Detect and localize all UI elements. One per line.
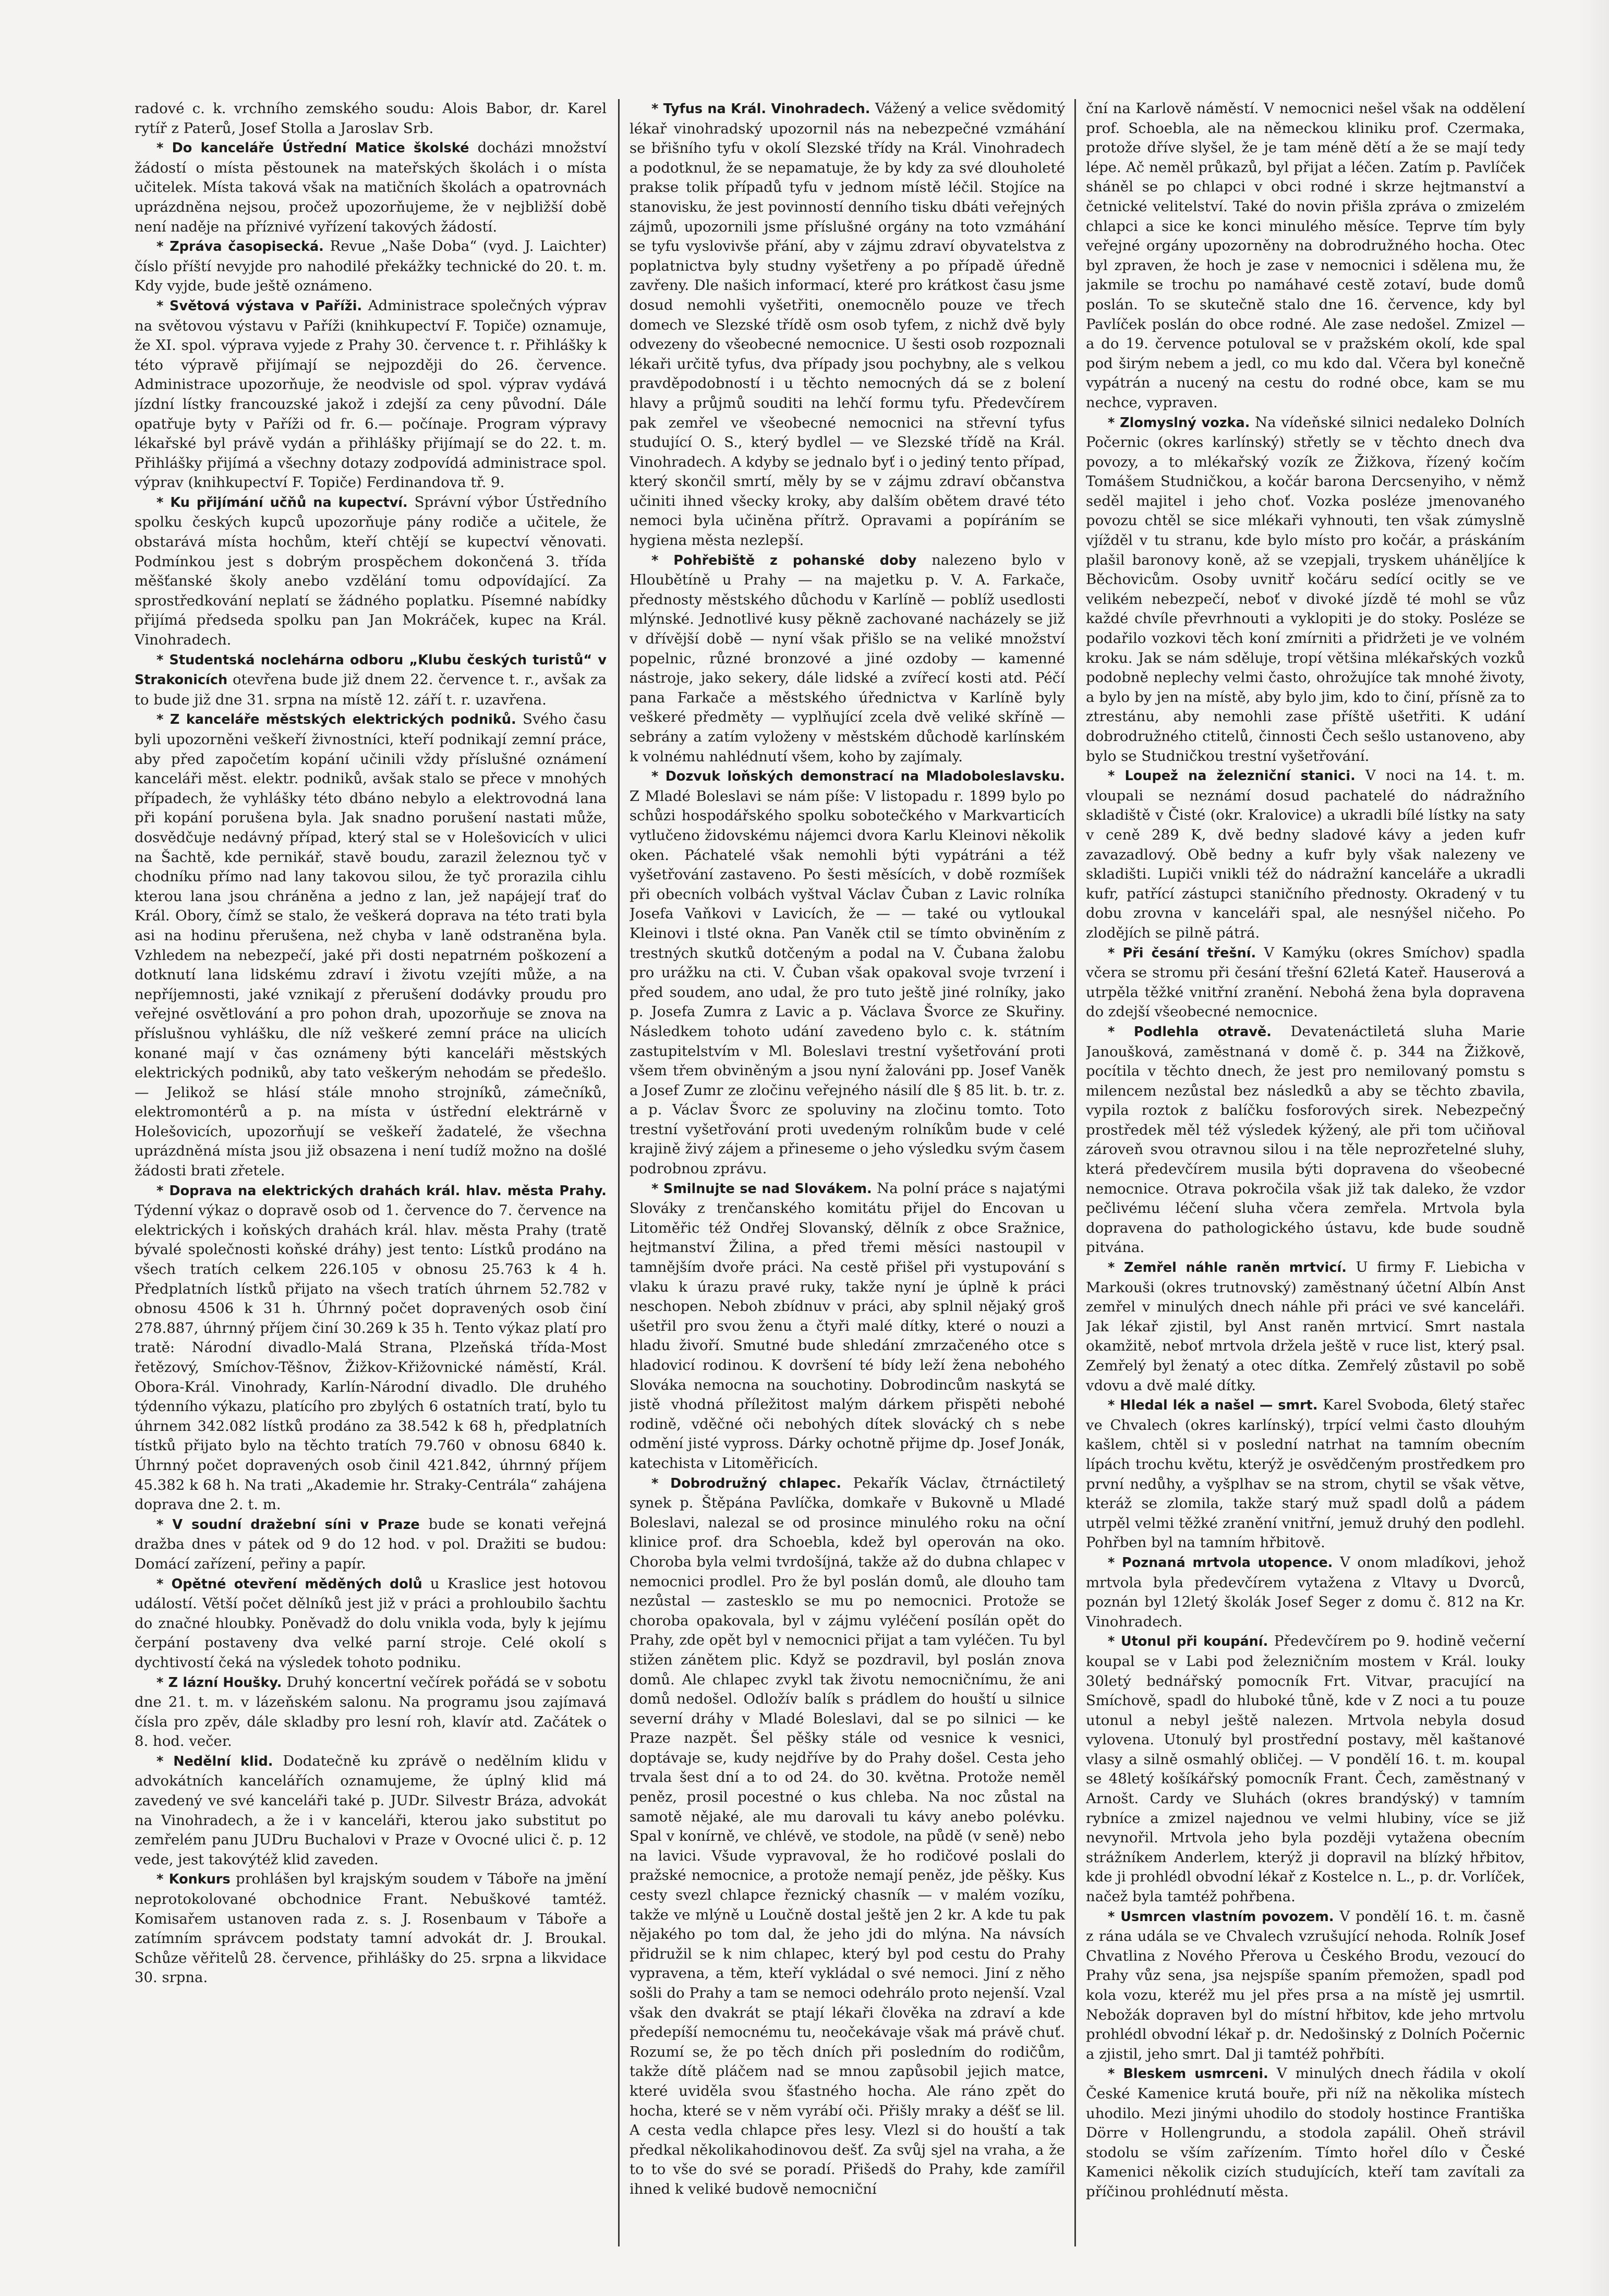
news-item-text: V pondělí 16. t. m. časně z rána udála se ve Chvalech vzrušující nehoda. Rolník Josef Chvatlina z Nového Přerova u Českého Brodu, vezoucí do Prahy vůz sena, jsa nejspíše spaním přemožen, spadl pod kola vozu, kteréž mu jel přes prsa a na místě jej usmrtil. Nebožák dopraven byl do místní hřbitov, kde jeho mrtvolu prohlédl obvodní lékař p. dr. Nedošinský z Dolních Počernic a zjistil, jeho smrt. Dal ji tamtéž pohřbíti. [1086, 1908, 1525, 2062]
news-item [135, 650, 607, 710]
news-item-heading: * Pohřebiště z pohanské doby [651, 552, 917, 568]
news-item-text: V Kamýku (okres Smíchov) spadla včera se stromu při česání třešní 62letá Kateř. Hauserová a utrpěla těžké vnitřní zranění. Nebohá žena byla dopravena do zdejší všeobecné nemocnice. [1086, 944, 1525, 1021]
news-item-text: Karel Svoboda, 6letý stařec ve Chvalech (okres karlínský), trpící velmi často dlouhým kašlem, chtěl si v poslední natrhat na tamním obecním lípách trochu květu, kterýž je osvědčeným prostředkem pro první nedůhy, a vyšplhav se na strom, chytil se však větve, kteráž se zlomila, takže starý muž spadl dolů a pádem utrpěl velmi těžké zranění vnitřní, jemuž druhý den podlehl. Pohřben byl na tamním hřbitově. [1086, 1396, 1525, 1551]
news-item-text: nalezeno bylo v Hloubětíně u Prahy — na majetku p. V. A. Farkače, přednosty městského důchodu v Karlíně — poblíž usedlosti mlýnské. Jednotlivé kusy pěkně zachované nacházely se již v dřívější době — nyní však přišlo se na veliké množství popelnic, různé bronzové a jiné ozdoby — kamenné nástroje, jako sekery, dále lidské a zvířecí kosti atd. Péčí pana Farkače a městského úřednictva v Karlíně byly veškeré předměty — vyplňující zcela dvě veliké skříně — sebrány a zatím vyloženy v městském důchodě karlínském k volnému nahlédnutí všem, koho by zajímaly. [630, 551, 1065, 765]
news-item-text: V minulých dnech řádila v okolí České Kamenice krutá bouře, při níž na několika místech uhodilo. Mezi jinými uhodilo do stodoly hostince Františka Dörre v Hollengrundu, a stodola zapálil. Oheň strávil stodolu se vším zařízením. Tímto hořel dílo v České Kamenici několik cizích studujících, kteří tam zavítali za příčinou prohlédnutí města. [1086, 2065, 1525, 2200]
news-item-heading: * Světová výstava v Paříži. [156, 298, 362, 314]
news-item-text: Předevčírem po 9. hodině večerní koupal se v Labi pod železničním mostem v Král. louky 30letý bednářský pomocník Frt. Vitvar, pracující na Smíchově, spadl do hluboké tůně, kde v Z noci a tu pouze utonul a nebyl ještě nalezen. Mrtvola nebyla dosud vylovena. Utonulý byl prostřední postavy, měl kaštanové vlasy a silně osmahlý obličej. — V pondělí 16. t. m. koupal se 48letý košíkářský pomocník Frant. Čech, zaměstnaný v Arnošt. Cardy ve Sluhách (okres brandýský) v tamním rybníce a zmizel najednou ve velmi hlubiny, více se již nevynořil. Mrtvola jeho byla později vytažena obecním strážníkem Anderlem, kterýž ji dopravil na blízký hřbitov, kde ji prohlédl obvodní lékař z Kostelce n. L., p. dr. Vorlíček, načež byla tamtéž pohřbena. [1086, 1633, 1525, 1905]
column-3 [1086, 99, 1525, 2242]
news-item-text: bude se konati veřejná dražba dnes v pátek od 9 do 12 hod. v pol. Dražiti se budou: Domácí zařízení, peřiny a papír. [135, 1515, 607, 1572]
news-item-text: ční na Karlově náměstí. V nemocnici nešel však na oddělení prof. Schoebla, ale na německou kliniku prof. Czermaka, protože dříve slyšel, že je tam méně dětí a že se mají tedy lépe. Ač neměl průkazů, byl přijat a léčen. Zatím p. Pavlíček sháněl se po chlapci v obci rodné i skrze hejtmanství a četnické velitelství. Také do novin přišla zpráva o zmizelém chlapci a sice ke konci minulého měsíce. Teprve tím byly veřejné orgány upozorněny na dobrodružného hocha. Otec byl zpraven, že hoch je zase v nemocnici i sdělena mu, že jakmile se trochu po namáhavé cestě zotaví, bude domů poslán. To se skutečně stalo dne 16. července, kdy byl Pavlíček poslán do obce rodné. Ale zase nedošel. Zmizel — a do 19. července potuloval se v pražském okolí, kde spal pod širým nebem a jedl, co mu kdo dal. Včera byl konečně vypátrán a nucený na cestu do rodné obce, kam se mu nechce, vypraven. [1086, 100, 1525, 411]
news-item-text: Dodatečně ku zprávě o nedělním klidu v advokátních kancelářích oznamujeme, že úplný klid má zavedený ve své kanceláři také p. JUDr. Silvestr Bráza, advokát na Vinohradech, a že i v kanceláři, kterou jako substitut po zemřelém panu JUDru Buchalovi v Praze v Ovocné ulici č. p. 12 vede, jest takovýtéž klid zaveden. [135, 1752, 607, 1868]
news-item-heading: * Utonul při koupání. [1108, 1634, 1268, 1650]
news-item [1086, 2064, 1525, 2202]
news-item-text: Týdenní výkaz o dopravě osob od 1. července do 7. července na elektrických i koňských drahách král. hlav. města Prahy (tratě bývalé společnosti koňské dráhy) jest tento: Lístků prodáno na všech tratích celkem 226.105 v obnosu 25.763 k 4 h. Předplatních lístků přijato na všech tratích úhrnem 52.782 v obnosu 4506 k 31 h. Úhrnný počet dopravených osob činí 278.887, úhrnný příjem činí 30.269 k 35 h. Tento výkaz platí pro tratě: Národní divadlo-Malá Strana, Plzeňská třída-Most řetězový, Smíchov-Těšnov, Žižkov-Křižovnické náměstí, Král. Obora-Král. Vinohrady, Karlín-Národní divadlo. Dle druhého týdenního výkazu, platícího pro zbylých 6 ostatních tratí, bylo tu úhrnem 342.082 lístků prodáno za 38.542 k 68 h, předplatních tístků přijato bylo na těchto tratích 79.760 v obnosu 6840 k. Úhrnný počet dopravených osob činil 421.842, úhrnný příjem 45.382 k 68 h. Na trati „Akademie hr. Straky-Centrála“ zahájena doprava dne 2. t. m. [135, 1202, 607, 1513]
news-item-heading: * Do kanceláře Ústřední Matice školské [156, 140, 469, 156]
news-item-text: Svého času byli upozorněni veškeří živnostníci, kteří podnikají zemní práce, aby před započetím kopání učinili vždy příslušné oznámení kanceláři měst. elektr. podniků, avšak stalo se přece v mnohých případech, že vyhlášky této dbáno nebylo a elektrovodná lana při kopání porušena byla. Jak snadno porušení nastati může, dosvědčuje nedávný případ, který stal se v Holešovicích v ulici na Šachtě, kde pernikář, stavě boudu, zarazil železnou tyč v chodníku přímo nad lany takovou silou, že tyč prorazila cihlu kterou lana jsou chráněna a jedno z lan, jež napájejí trať do Král. Obory, čímž se stalo, že veškerá doprava na této trati byla asi na hodinu přerušena, než chyba v laně odstraněna byla. Vzhledem na nebezpečí, jaké při dosti nepatrném poškození a dotknutí lana lidskému zdraví i životu vzejíti může, a na nepříjemnosti, jaké vznikají z přerušení dodávky proudu pro veřejné osvětlování a pro pohon drah, upozorňuje se znova na příslušnou vyhlášku, dle níž veškeré zemní práce na ulicích konané mají v čas oznámeny býti kanceláři městských elektrických podniků, aby tato veškerým nehodám se předešlo. — Jelikož se hlásí stále mnoho strojníků, zámečníků, elektromontérů a p. na místa v ústřední elektrárně v Holešovicích, upozorňují se veškeří žadatelé, že všechna uprázdněná místa jsou již obsazena i není tudíž možno na došlé žádosti brati zřetele. [135, 711, 607, 1180]
news-item-text: V onom mladíkovi, jehož mrtvola byla předevčírem vytažena z Vltavy u Dvorců, poznán byl 12letý školák Josef Seger z domu č. 812 na Kr. Vinohradech. [1086, 1553, 1525, 1630]
news-item [630, 99, 1065, 551]
news-item-heading: * Loupež na železniční stanici. [1108, 768, 1356, 784]
news-item [135, 1181, 607, 1515]
news-item [1086, 1553, 1525, 1632]
news-item-heading: * Doprava na elektrických drahách král. hlav. města Prahy. [156, 1183, 607, 1199]
news-item [135, 1869, 607, 1988]
news-item [1086, 413, 1525, 767]
news-item [630, 767, 1065, 1179]
news-item [1086, 766, 1525, 943]
news-item-text: Na vídeňské silnici nedaleko Dolních Počernic (okres karlínský) střetly se v těchto dnech dva povozy, a to mlékařský vozík ze Žižkova, řízený kočím Tomášem Studničkou, a kočár barona Dercsenyiho, v němž seděl majitel i jeho choť. Vozka posléze jmenovaného povozu chtěl se sice mlékaři vyhnouti, ten však zúmyslně vjížděl v tu stranu, kde bylo místo pro kočár, a práskáním plašil baronovy koně, až se vzepjali, tryskem uháněljíce k Běchovicům. Osoby uvnitř kočáru sedící ocitly se ve velikém nebezpečí, neboť v divoké jízdě té mohl se vůz každé chvíle převrhnouti a vyklopiti je do stoky. Posléze se podařilo vozkovi těch koní zmírniti a přidržeti je ve volném kroku. Jak se nám sděluje, tropí většina mlékařských vozků podobně neplechy velmi často, ohrožujíce tak mnohé životy, a bylo by jen na místě, aby bylo jim, kdo to činí, přísně za to ztrestánu, aby nemohli zase příště ušetřiti. K udání dobrodružného ctitelů, činnosti Čech sešlo ustanoveno, aby bylo se Studničkou trestní vyšetřování. [1086, 414, 1525, 764]
news-item-text: Devatenáctiletá sluha Marie Janoušková, zaměstnaná v domě č. p. 344 na Žižkově, pocítila v těchto dnech, že jest pro nemilovaný pomstu s milencem nezůstal bez následků a aby se těchto zbavila, vypila roztok z balíčku fosforových sirek. Nebezpečný prostředek měl též výsledek kýžený, ale při tom učiňoval zároveň svou otravnou silou i na těle neprozřetelné sluhy, která předevčírem musila býti dopravena do všeobecné nemocnice. Otrava pokročila však již tak daleko, že vzdor pečlivému léčení sluha včera zemřela. Mrtvola byla dopravena do pathologického ústavu, kde bude soudně pitvána. [1086, 1023, 1525, 1256]
news-item [135, 1515, 607, 1574]
news-item-heading: * Podlehla otravě. [1108, 1024, 1272, 1040]
column-1 [135, 99, 607, 2242]
news-item-text: Správní výbor Ústředního spolku českých kupců upozorňuje pány rodiče a učitele, že obstarává místa hochům, kteří chtějí se kupectví věnovati. Podmínkou jest s dobrým prospěchem dokončená 3. třída měšťanské školy anebo vzdělání tomu odpovídající. Za sprostředkování neplatí se žádného poplatku. Písemné nabídky přijímá předseda spolku pan Jan Mokráček, kupec na Král. Vinohradech. [135, 493, 607, 649]
news-item [135, 138, 607, 237]
news-item [630, 1474, 1065, 2200]
news-item-heading: * Zlomyslný vozka. [1108, 415, 1250, 431]
column-2 [630, 99, 1065, 2242]
news-item-heading: * V soudní dražební síni v Praze [156, 1516, 420, 1533]
news-item [135, 493, 607, 650]
news-item-heading: * Tyfus na Král. Vinohradech. [651, 101, 870, 117]
news-item [1086, 1907, 1525, 2064]
news-item-heading: * Opětné otevření měděných dolů [156, 1576, 422, 1592]
news-item-heading: * Bleskem usmrceni. [1108, 2066, 1268, 2082]
news-item-heading: * Dozvuk loňských demonstrací na Mladoboleslavsku. [651, 769, 1065, 785]
news-item-heading: * Studentská noclehárna odboru „Klubu českých turistů“ v Strakonicích [135, 652, 607, 688]
news-item [1086, 99, 1525, 413]
news-item [135, 237, 607, 296]
news-item-text: Na polní práce s najatými Slováky z trenčanského komitátu přijel do Encovan u Litoměřic též Ondřej Slovanský, dělník z obce Sražnice, hejtmanství Žilina, a před třemi měsíci nastoupil v tamnějším dvoře práci. Na cestě přišel při vystupování s vlaku k úrazu pravé ruky, takže nyní je úplně k práci neschopen. Neboh zbídnuv v práci, aby splnil nějaký groš ušetřil pro svou ženu a čtyři malé dítky, které o nouzi a hladu živoří. Smutné bude shledání zmrzačeného otce s hladovicí rodinou. K dovršení té bídy leží žena nebohého Slováka nemocna na souchotiny. Dobrodincům naskytá se jistě vhodná příležitost malým dárkem přispěti nebohé rodině, vděčné oči nebohých dítek slovácký ch s nebe odmění jisté vypross. Dárky ochotně přijme dp. Josef Jonák, katechista v Litoměřicích. [630, 1180, 1065, 1472]
news-item-text: docházi množství žádostí o místa pěstounek na mateřských školách i o místa učitelek. Místa taková však na matičních školách a opatrovnách uprázdněna nejsou, pročež upozorňujeme, že v nejbližší době není naděje na příznivé vyřízení takových žádostí. [135, 139, 607, 235]
news-item-text: otevřena bude již dnem 22. července t. r., avšak za to bude již dne 31. srpna na místě 12. září t. r. uzavřena. [135, 671, 607, 708]
news-item-heading: * Z lázní Houšky. [156, 1674, 282, 1691]
news-item-text: Revue „Naše Doba“ (vyd. J. Laichter) číslo příští nevyjde pro nahodilé překážky technické do 20. t. m. Kdy vyjde, bude ještě oznámeno. [135, 238, 607, 295]
news-item [135, 710, 607, 1181]
news-item-heading: * Zpráva časopisecká. [156, 239, 324, 255]
news-item-heading: * Usmrcen vlastním povozem. [1108, 1909, 1334, 1925]
news-item-heading: * Z kanceláře městských elektrických podniků. [156, 712, 516, 728]
page-edge-shadow [1578, 0, 1609, 2296]
news-item [1086, 1022, 1525, 1258]
news-item [1086, 1632, 1525, 1906]
news-item-text: prohlášen byl krajským soudem v Táboře na jmění neprotokolované obchodnice Frant. Nebuškové tamtéž. Komisařem ustanoven rada z. s. J. Rosenbaum v Táboře a zatímním správcem podstaty tamní advokát dr. J. Broukal. Schůze věřitelů 28. července, přihlášky do 25. srpna a likvidace 30. srpna. [135, 1870, 607, 1986]
news-item-text: Vážený a velice svědomitý lékař vinohradský upozornil nás na nebezpečné vzmáhání se břišního tyfu v okolí Slezské třídy na Král. Vinohradech a podotknul, že se nepamatuje, že by kdy za své dlouholeté prakse tolik případů tyfu v jednom místě léčil. Stojíce na stanovisku, že jest povinností denního tisku dbáti veřejných zájmů, upozornili jsme příslušné orgány na toto vzmáhání se tyfu vyslovivše přání, aby v zájmu zdraví obyvatelstva z poplatnictva byly studny vyšetřeny a po případě úředně zavřeny. Dle našich informací, které pro krátkost času jsme dosud nemohli vyšetřiti, onemocnělo pouze ve třech domech ve Slezské třídě osm osob tyfem, z nichž dvě byly odvezeny do všeobecné nemocnice. U šesti osob rozpoznali lékaři určitě tyfus, dva případy jsou pochybny, ale s velkou pravděpodobností i u těchto nemocných dá se z bolení hlavy a průjmů souditi na lehčí formu tyfu. Předevčírem pak zemřel ve všeobecné nemocnici na střevní tyfus studující O. S., který bydlel — ve Slezské třídě na Král. Vinohradech. A kdyby se jednalo byť i o jediný tento případ, který skončil smrtí, měly by se v zájmu zdraví občanstva učiniti ihned všecky kroky, aby dalším obětem dravé této nemoci byla učiněna přítrž. Opravami a popíráním se hygiena města nezlepší. [630, 100, 1065, 549]
news-item [630, 551, 1065, 767]
news-item-text: Administrace společných výprav na světovou výstavu v Paříži (knihkupectví F. Topiče) oznamuje, že XI. spol. výprava vyjede z Prahy 30. července t. r. Přihlášky k této výpravě přijímají se nejpozději do 26. července. Administrace upozorňuje, že neodvisle od spol. výprav vydává jízdní lístky francouzské jakož i zdejší za ceny původní. Dále opatřuje byty v Paříži od fr. 6.— počínaje. Program výpravy lékařské byl právě vydán a přihlášky přijímají se do 22. t. m. Přihlášky přijímá a všechny dotazy zodpovídá administrace spol. výprav (knihkupectví F. Topiče) Ferdinandova tř. 9. [135, 297, 607, 491]
news-item-text: V noci na 14. t. m. vloupali se neznámí dosud pachatelé do nádražního skladiště v Čisté (okr. Kralovice) a ukradli bílé lístky na saty v ceně 289 K, dvě bedny sladové kávy a jeden kufr zavazadlový. Obě bedny a kufr byly však nalezeny ve skladišti. Lupiči vnikli též do nádražní kanceláře a ukradli kufr, patřící zástupci staničního přednosty. Okradený v tu dobu zrovna v kanceláři spal, ale nesnýšel ničeho. Po zlodějích se pilně pátrá. [1086, 767, 1525, 941]
news-item-heading: * Smilnujte se nad Slovákem. [651, 1181, 872, 1197]
news-item-text: Z Mladé Boleslavi se nám píše: V listopadu r. 1899 bylo po schůzi hospodářského spolku sobotečkého v Markvarticích vytlučeno židovskému nájemci dvora Karlu Kleinovi několik oken. Páchatelé však nemohli býti vypátráni a též vyšetřování zastaveno. Po šesti měsících, v době rozmíšek při obecních volbách vyštval Václav Čuban z Lavic rolníka Josefa Vaňkovi v Lavicích, že — — také ou vytloukal Kleinovi i tlsté okna. Pan Vaněk ctil se tímto obviněním z trestných skutků dotčeným a podal na V. Čubana žalobu pro urážku na cti. V. Čuban však opakoval svoje tvrzení i před soudem, ano udal, že pro tuto ještě jiné rolníky, jako p. Josefa Zumra z Lavic a p. Václava Švorce ze Skuřiny. Následkem tohoto udání zavedeno bylo c. k. státním zastupitelstvím v Ml. Boleslavi trestní vyšetřování proti všem třem obviněným a jsou nyní žalováni pp. Josef Vaněk a Josef Zumr ze zločinu veřejného násilí dle § 85 lit. b. tr. z. a p. Václav Švorc ze spoluviny na zločinu tomto. Toto trestní vyšetřování proti uvedeným rolníkům bude v celé krajině živý zájem a přineseme o jeho výsledku svým časem podrobnou zprávu. [630, 787, 1065, 1177]
news-item [135, 1574, 607, 1673]
news-item-heading: * Ku přijímání učňů na kupectví. [156, 494, 408, 511]
news-item-heading: * Poznaná mrtvola utopence. [1108, 1554, 1333, 1571]
news-item [135, 1752, 607, 1870]
news-item-text: U firmy F. Liebicha v Markouši (okres trutnovský) zaměstnaný účetní Albín Anst zemřel v minulých dnech náhle při práci ve své kanceláři. Jak lékař zjistil, byl Anst raněn mrtvicí. Smrt nastala okamžitě, neboť mrtvola držela ještě v ruce list, který psal. Zemřelý byl ženatý a otec dítka. Zemřelý zůstavil po sobě vdovu a dvě malé dítky. [1086, 1259, 1525, 1394]
news-item [135, 296, 607, 493]
news-item [135, 1673, 607, 1752]
news-item [1086, 1395, 1525, 1553]
news-item-heading: * Dobrodružný chlapec. [651, 1475, 842, 1491]
news-item-heading: * Zemřel náhle raněn mrtvicí. [1108, 1260, 1347, 1276]
news-item-text: radové c. k. vrchního zemského soudu: Alois Babor, dr. Karel rytíř z Paterů, Josef Stolla a Jaroslav Srb. [135, 100, 607, 137]
news-item [1086, 1258, 1525, 1395]
column-divider [618, 99, 620, 2246]
news-item-heading: * Konkurs [156, 1872, 231, 1888]
news-item [1086, 943, 1525, 1022]
news-item [630, 1179, 1065, 1474]
news-item-text: u Kraslice jest hotovou událostí. Větší počet dělníků jest již v práci a prohloubilo šachtu do značné hloubky. Poněvadž do dolu vnikla voda, byly k jejímu čerpání postaveny dva velké parní stroje. Celé okolí s dychtivostí čeká na výsledek tohoto podniku. [135, 1575, 607, 1671]
news-item-text: Druhý koncertní večírek pořádá se v sobotu dne 21. t. m. v lázeňském salonu. Na programu jsou zajímavá čísla pro zpěv, dále skladby pro lesní roh, klavír atd. Začátek o 8. hod. večer. [135, 1673, 607, 1750]
news-item-heading: * Nedělní klid. [156, 1753, 273, 1769]
news-item-text: Pekařík Václav, čtrnáctiletý synek p. Štěpána Pavlíčka, domkaře v Bukovně u Mladé Boleslavi, nalezal se od prosince minulého roku na oční klinice prof. dra Schoebla, kdež byl operován na oko. Choroba byla velmi tvrdošíjná, takže až do dubna chlapec v nemocnici prodlel. Pro že byl poslán domů, ale dlouho tam nezůstal — zastesklo se mu po nemocnici. Protože se choroba opakovala, byl v zájmu vyléčení posílán opět do Prahy, zde opět byl v nemocnici přijat a tam vyléčen. Tu byl stižen zánětem plic. Když se pozdravil, byl poslán znova domů. Ale chlapec zvykl tak životu nemocničnímu, že ani domů nedošel. Odložív balík s prádlem do houští u silnice severní dráhy v Mladé Boleslavi, dal se po silnici — ke Praze nazpět. Šel pěšky stále od vesnice k vesnici, doptávaje se, kudy nejdříve by do Prahy došel. Cesta jeho trvala šest dní a to od 24. do 30. května. Protože neměl peněz, prosil pocestné o kus chleba. Na noc zůstal na samotě nějaké, ale mu darovali tu kávy anebo polévku. Spal v konírně, ve chlévě, ve stodole, na půdě (v seně) nebo na lavici. Všude vypravoval, že ho rodičové poslali do pražské nemocnice, a protože nemají peněz, jde pěšky. Kus cesty svezl chlapce řeznický chasník — v malém vozíku, takže ve mlýně u Loučně dostal ještě jen 2 kr. A kde tu pak nějakého po tom dal, že jeho jdi do mlýna. Na návsích přidružil se k nim chlapec, který byl pod cestu do Prahy vypravena, a těm, kteří vykládal o své nemoci. Jiní z něho sošli do Prahy a tam se nemoci odehrálo proto nejenší. Vzal však den dvakrát se ptají lékaři člověka na zdraví a kde předepíší nemocnému tu, neočekávaje však má právě chuť. Rozumí se, že po těch dních při posledním do rodičům, takže dítě pláčem nad se mnou zapůsobil jejich matce, které uviděla svou šťastného hocha. Ale ráno zpět do hocha, které se v něm vyrábí oči. Přišly mraky a déšť se lil. A cesta vedla chlapce přes lesy. Vlezl si do houští a tak předkal několikahodinovou dešť. Za svůj sjel na vraha, a že to to vše do své se poradí. Přišedš do Prahy, kde zamířil ihned k veliké budově nemocniční [630, 1474, 1065, 2197]
news-item-heading: * Hledal lék a našel — smrt. [1108, 1398, 1318, 1414]
news-item [135, 99, 607, 138]
column-divider [1074, 99, 1076, 2246]
news-item-heading: * Při česání třešní. [1108, 945, 1256, 961]
